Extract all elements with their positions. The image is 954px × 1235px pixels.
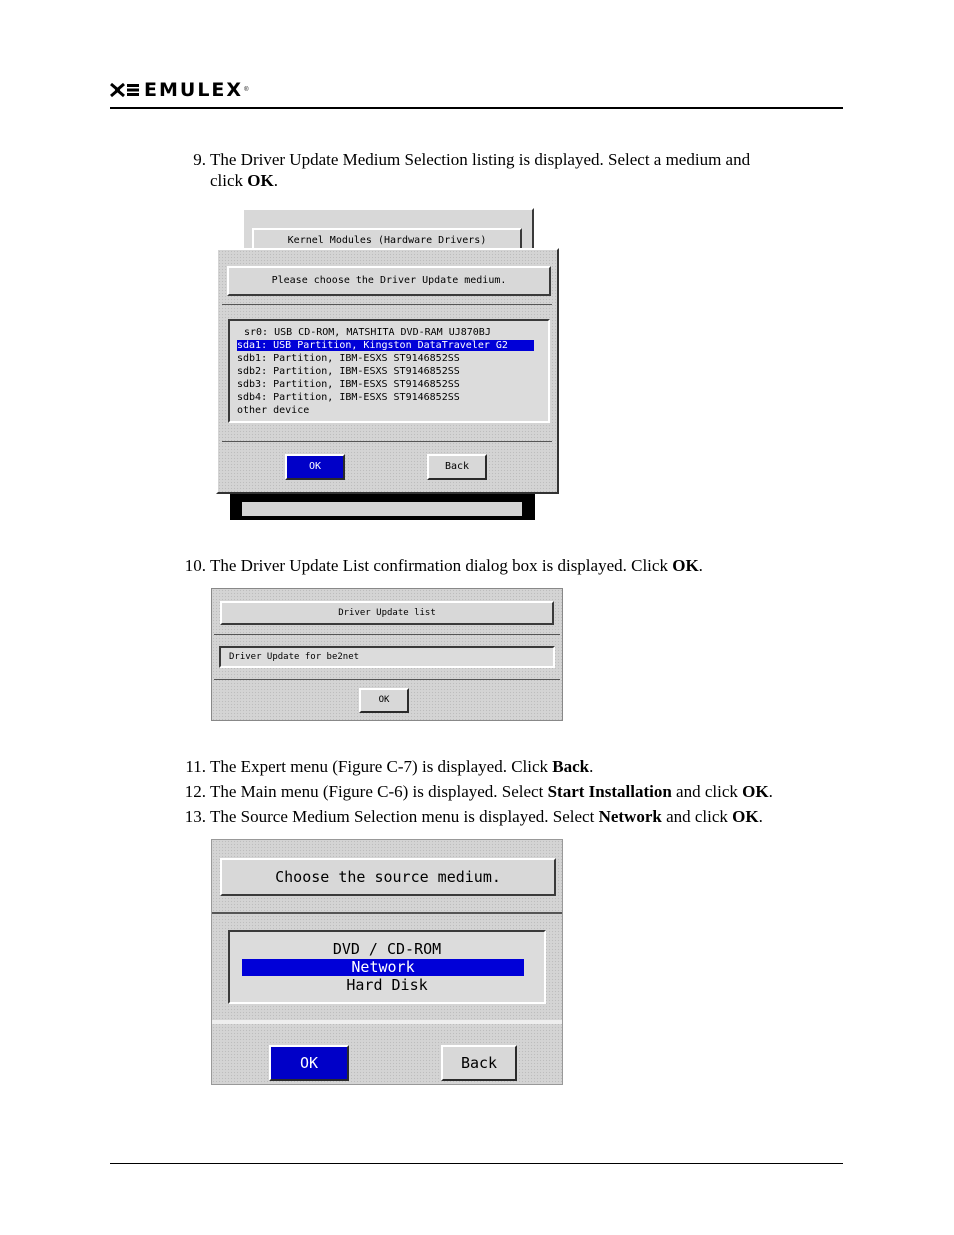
list-item[interactable]: Hard Disk bbox=[346, 976, 428, 994]
list-item[interactable]: sdb3: Partition, IBM-ESXS ST9146852SS bbox=[237, 379, 460, 390]
kernel-modules-title: Kernel Modules (Hardware Drivers) bbox=[252, 228, 522, 254]
header-rule bbox=[110, 107, 843, 109]
emulex-mark-icon bbox=[110, 82, 140, 98]
ok-button[interactable]: OK bbox=[285, 454, 345, 480]
logo-text: EMULEX bbox=[144, 79, 244, 101]
dialog-title: Driver Update list bbox=[220, 601, 554, 625]
step-text: The Expert menu (Figure C-7) is displayed. Click Back. bbox=[210, 757, 594, 776]
step-text-line2: click OK. bbox=[210, 171, 278, 190]
step-10 bbox=[180, 555, 840, 577]
driver-update-medium-screenshot bbox=[216, 208, 561, 520]
ok-button[interactable]: OK bbox=[269, 1045, 349, 1081]
list-item[interactable]: sdb1: Partition, IBM-ESXS ST9146852SS bbox=[237, 353, 460, 364]
dialog-prompt: Please choose the Driver Update medium. bbox=[227, 266, 551, 296]
step-number: 13. bbox=[184, 807, 206, 826]
step-text: The Driver Update Medium Selection listing is displayed. Select a medium and bbox=[210, 150, 751, 169]
medium-list[interactable] bbox=[228, 319, 550, 423]
update-message: Driver Update for be2net bbox=[219, 646, 555, 668]
source-medium-screenshot bbox=[211, 839, 563, 1085]
list-item[interactable]: sdb4: Partition, IBM-ESXS ST9146852SS bbox=[237, 392, 460, 403]
step-text: The Main menu (Figure C-6) is displayed. Select Start Installation and click OK. bbox=[210, 782, 773, 801]
list-item[interactable]: sdb2: Partition, IBM-ESXS ST9146852SS bbox=[237, 366, 460, 377]
step-number: 12. bbox=[184, 782, 206, 801]
list-item-selected[interactable]: sda1: USB Partition, Kingston DataTraveler G2 bbox=[237, 340, 534, 351]
back-button[interactable]: Back bbox=[427, 454, 487, 480]
list-item[interactable]: DVD / CD-ROM bbox=[332, 940, 442, 958]
step-text: The Driver Update List confirmation dialog box is displayed. Click OK. bbox=[210, 556, 703, 575]
step-number: 11. bbox=[185, 757, 206, 776]
step-12 bbox=[180, 781, 840, 803]
step-text: The Source Medium Selection menu is displayed. Select Network and click OK. bbox=[210, 807, 763, 826]
driver-update-dialog bbox=[216, 248, 559, 494]
step-number: 9. bbox=[193, 150, 206, 169]
back-button[interactable]: Back bbox=[441, 1045, 517, 1081]
list-item-selected[interactable]: Network bbox=[242, 959, 524, 976]
background-window-bottom bbox=[230, 490, 535, 520]
step-9 bbox=[180, 149, 840, 193]
list-item[interactable]: sr0: USB CD-ROM, MATSHITA DVD-RAM UJ870BJ bbox=[244, 327, 491, 338]
step-11 bbox=[180, 756, 840, 778]
list-item[interactable]: other device bbox=[237, 405, 310, 416]
step-number: 10. bbox=[184, 556, 206, 575]
driver-update-list-screenshot bbox=[211, 588, 563, 721]
source-list[interactable] bbox=[228, 930, 546, 1004]
ok-button[interactable]: OK bbox=[359, 688, 409, 713]
logo-trademark: ® bbox=[244, 87, 249, 93]
emulex-logo bbox=[110, 80, 248, 100]
source-prompt: Choose the source medium. bbox=[220, 858, 556, 896]
step-13 bbox=[180, 806, 840, 828]
footer-rule bbox=[110, 1163, 843, 1164]
